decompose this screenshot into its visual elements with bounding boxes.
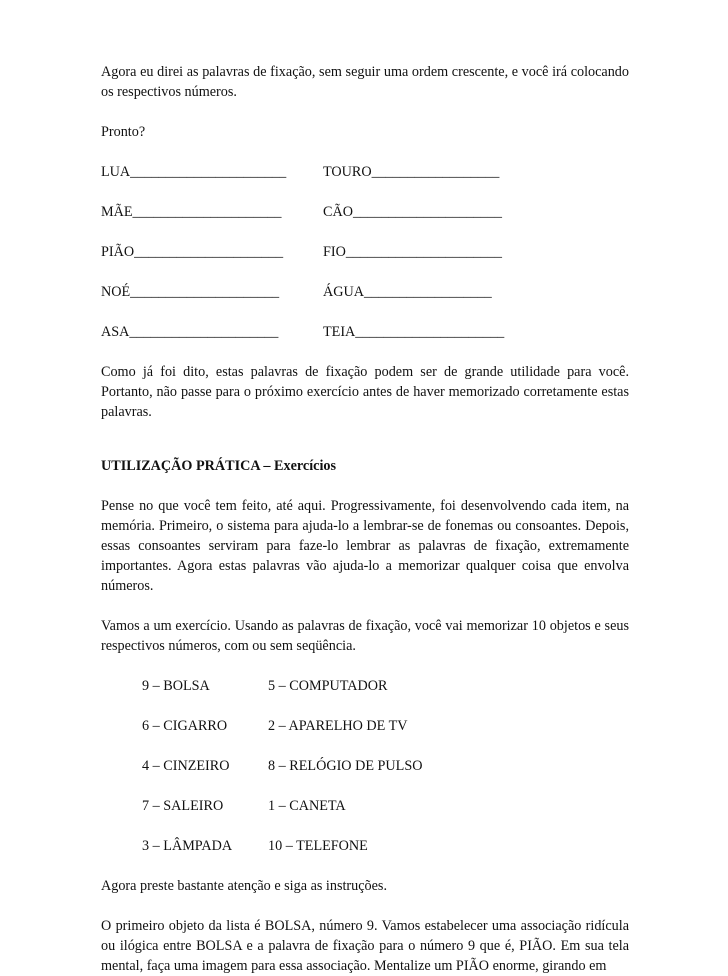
fill-word: PIÃO_____________________ — [101, 244, 284, 260]
note-paragraph: Como já foi dito, estas palavras de fixação podem ser de grande utilidade para você. Portanto, não passe para o próximo exercício antes de haver memorizado corretamente estas palavras. — [101, 364, 629, 420]
fill-word: MÃE_____________________ — [101, 204, 282, 220]
object-entry: 4 – CINZEIRO — [142, 758, 230, 774]
document-page — [101, 62, 629, 976]
list-item — [142, 796, 629, 816]
body-paragraph-2: Vamos a um exercício. Usando as palavras de fixação, você vai memorizar 10 objetos e seus respectivos números, com ou sem seqüência. — [101, 618, 629, 654]
intro-paragraph: Agora eu direi as palavras de fixação, sem seguir uma ordem crescente, e você irá colocando os respectivos números. — [101, 64, 629, 100]
spacer — [101, 442, 629, 456]
objects-list — [101, 676, 629, 856]
fill-word: TEIA_____________________ — [323, 324, 505, 340]
object-entry: 2 – APARELHO DE TV — [268, 718, 408, 734]
list-item — [142, 716, 629, 736]
fill-word: NOÉ_____________________ — [101, 284, 280, 300]
fill-word: CÃO_____________________ — [323, 204, 502, 220]
body-paragraph-3: Agora preste bastante atenção e siga as instruções. — [101, 878, 388, 894]
fill-word: TOURO__________________ — [323, 164, 500, 180]
list-item — [142, 836, 629, 856]
body-paragraph-4: O primeiro objeto da lista é BOLSA, número 9. Vamos estabelecer uma associação ridícula ou ilógica entre BOLSA e a palavra de fixação para o número 9 que é, PIÃO. Em sua tela mental, faça uma imagem para essa associação. Mentalize um PIÃO enorme, girando em — [101, 918, 629, 974]
object-entry: 1 – CANETA — [268, 798, 346, 814]
object-entry: 5 – COMPUTADOR — [268, 678, 388, 694]
fill-word: LUA______________________ — [101, 164, 287, 180]
fill-word: ASA_____________________ — [101, 324, 279, 340]
fill-word: ÁGUA__________________ — [323, 284, 492, 300]
object-entry: 7 – SALEIRO — [142, 798, 224, 814]
object-entry: 10 – TELEFONE — [268, 838, 368, 854]
section-heading: UTILIZAÇÃO PRÁTICA – Exercícios — [101, 458, 337, 474]
fill-word: FIO______________________ — [323, 244, 502, 260]
body-paragraph-1: Pense no que você tem feito, até aqui. Progressivamente, foi desenvolvendo cada item, na memória. Primeiro, o sistema para ajuda-lo a lembrar-se de fonemas ou consoantes. Depois, essas consoantes serviram para faze-lo lembrar as palavras de fixação, extremamente importantes. Agora estas palavras vão ajuda-lo a memorizar qualquer coisa que envolva números. — [101, 498, 629, 594]
object-entry: 3 – LÂMPADA — [142, 838, 233, 854]
ready-question: Pronto? — [101, 124, 146, 140]
object-entry: 9 – BOLSA — [142, 678, 210, 694]
object-entry: 8 – RELÓGIO DE PULSO — [268, 758, 423, 774]
fixation-words-grid — [101, 162, 629, 342]
list-item — [142, 756, 629, 776]
object-entry: 6 – CIGARRO — [142, 718, 228, 734]
list-item — [142, 676, 629, 696]
